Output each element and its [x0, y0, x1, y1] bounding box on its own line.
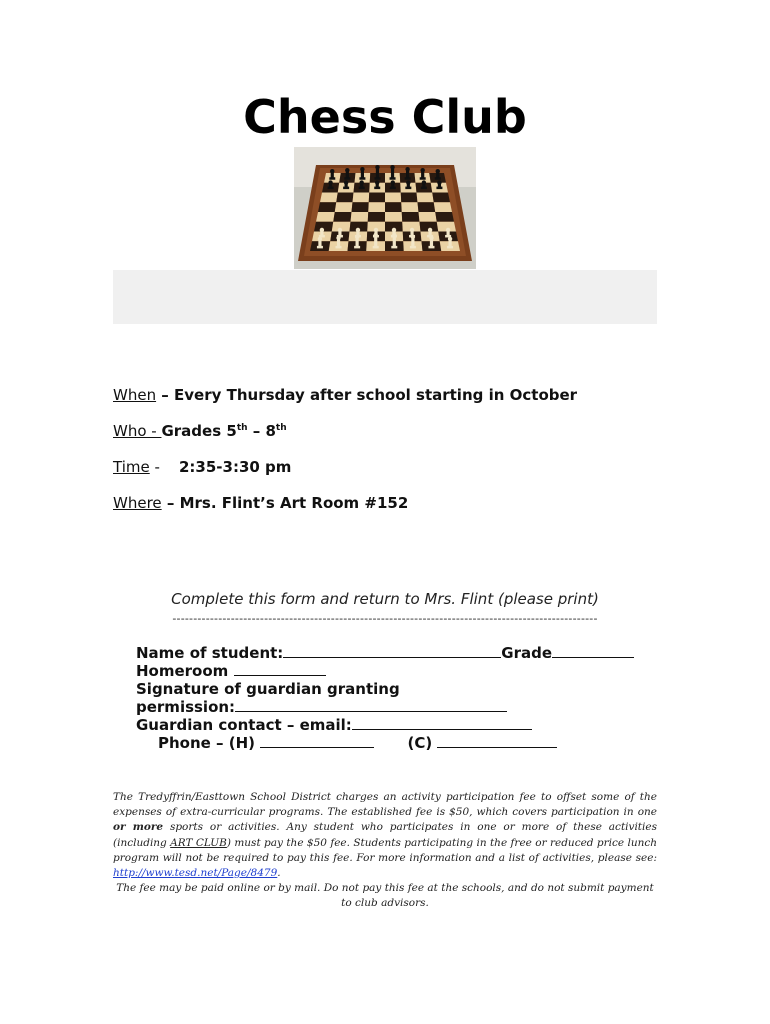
student-name-label: Name of student: — [136, 644, 284, 662]
fee-text-3: ) must pay the $50 fee. Students participating in the free or reduced price lunch program will not be required to pay this fee. For more information and a list of activities, please see: — [113, 836, 657, 864]
phone-row — [136, 734, 656, 752]
email-row — [136, 716, 656, 734]
who-value-mid: – 8 — [247, 422, 276, 440]
home-phone-field[interactable] — [260, 734, 374, 748]
form-instruction: Complete this form and return to Mrs. Flint (please print) — [171, 590, 599, 608]
when-separator: – — [156, 386, 175, 404]
tear-off-line: ------------------------------------------------------------------------------------------------------ — [172, 612, 598, 625]
shaded-banner — [113, 270, 657, 324]
who-value-pre: Grades 5 — [161, 422, 237, 440]
fee-text-2: sports or activities. Any student who participates in one or more of these activities (including — [113, 821, 657, 849]
cell-phone-field[interactable] — [437, 734, 557, 748]
page-title: Chess Club — [243, 90, 527, 144]
home-phone-label: Phone – (H) — [158, 734, 256, 752]
where-value: Mrs. Flint’s Art Room #152 — [179, 494, 409, 512]
time-value: 2:35-3:30 pm — [178, 458, 292, 476]
who-line — [113, 422, 287, 440]
when-value: Every Thursday after school starting in October — [174, 386, 578, 404]
fee-closing: The fee may be paid online or by mail. Do not pay this fee at the schools, and do not submit payment to club advisors. — [116, 882, 654, 910]
fee-text-4: . — [277, 867, 281, 880]
where-line — [113, 494, 408, 512]
grade-field[interactable] — [552, 644, 634, 658]
permission-label: permission: — [136, 698, 236, 716]
cell-phone-label: (C) — [407, 734, 433, 752]
signature-label: Signature of guardian granting — [136, 680, 400, 698]
chessboard-squares — [310, 173, 460, 251]
time-separator: - — [149, 458, 179, 476]
when-line — [113, 386, 577, 404]
registration-form — [136, 644, 656, 752]
student-name-field[interactable] — [283, 644, 501, 658]
time-line — [113, 458, 291, 476]
signature-field[interactable] — [235, 698, 507, 712]
who-sup-2: th — [275, 423, 287, 433]
when-label: When — [113, 386, 157, 404]
guardian-email-field[interactable] — [352, 716, 532, 730]
time-label: Time — [113, 458, 150, 476]
fee-text-1: The Tredyffrin/Easttown School District charges an activity participation fee to offset some of the expenses of extra-curricular programs. The established fee is $50, which covers participation in one — [113, 791, 657, 819]
where-label: Where — [113, 494, 162, 512]
homeroom-label: Homeroom — [136, 662, 229, 680]
chessboard-photo — [294, 147, 476, 269]
fee-notice — [113, 790, 657, 912]
who-sup-1: th — [236, 423, 248, 433]
where-separator: – — [161, 494, 180, 512]
grade-label: Grade — [501, 644, 553, 662]
signature-row-2 — [136, 698, 656, 716]
signature-row-1 — [136, 680, 656, 698]
guardian-email-label: Guardian contact – email: — [136, 716, 352, 734]
chessboard-image — [294, 147, 476, 269]
homeroom-row — [136, 662, 656, 680]
homeroom-field[interactable] — [234, 662, 326, 676]
name-row — [136, 644, 656, 662]
fee-text-underlined: ART CLUB — [170, 836, 227, 849]
fee-info-link[interactable]: http://www.tesd.net/Page/8479 — [113, 867, 278, 880]
who-label: Who - — [113, 422, 162, 440]
fee-text-bold: or more — [113, 821, 164, 834]
